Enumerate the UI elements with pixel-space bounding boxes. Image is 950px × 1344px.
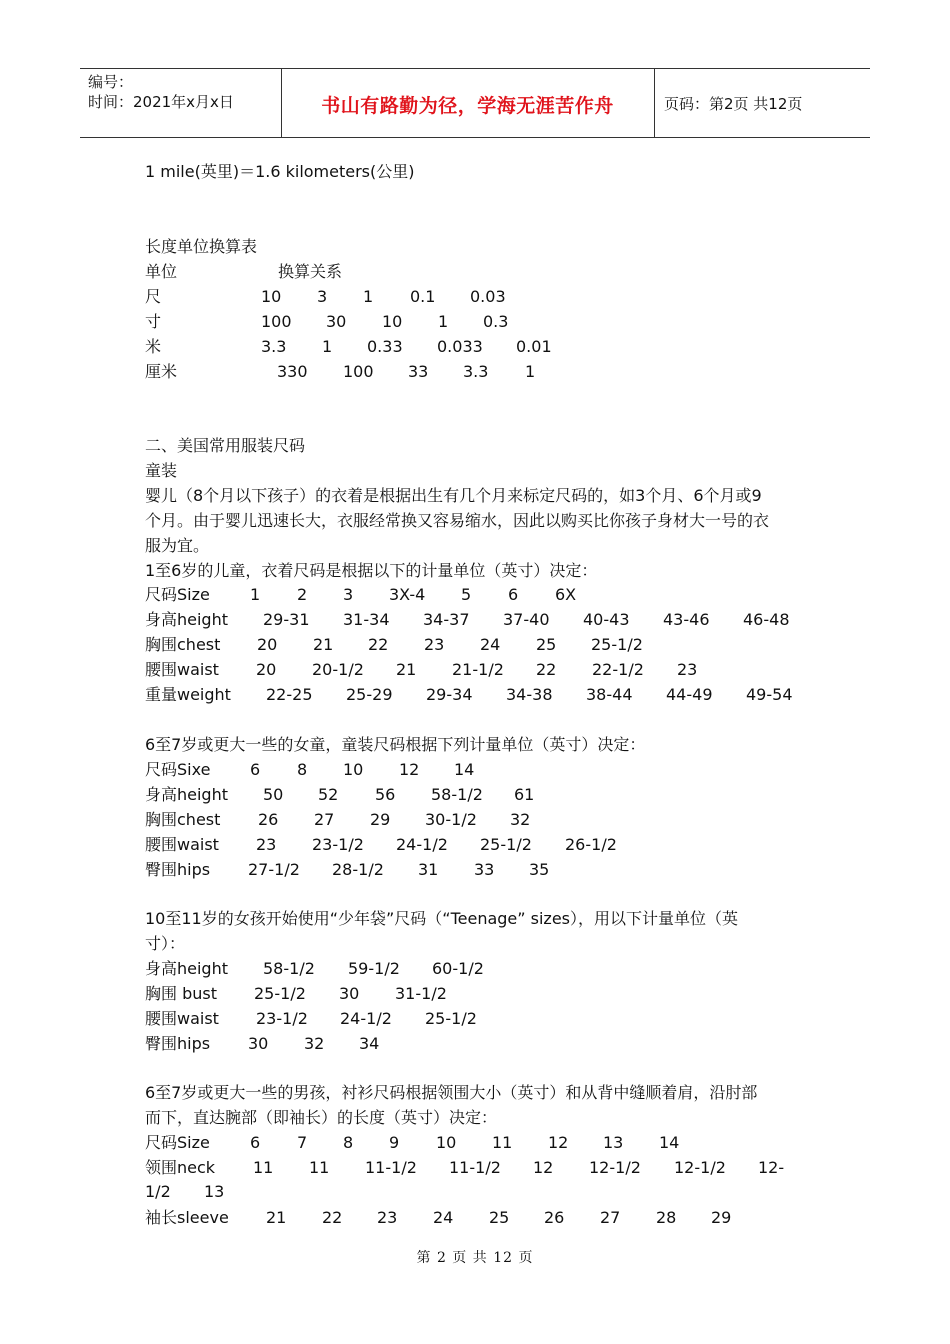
table-cell: 2	[297, 585, 308, 604]
table-cell: 50	[263, 785, 284, 804]
table-cell: 32	[510, 810, 531, 829]
header-divider	[654, 69, 655, 137]
length-table-title: 长度单位换算表	[145, 237, 258, 256]
table-cell: 10	[261, 287, 282, 306]
table-cell: 23	[256, 835, 277, 854]
table-cell: 33	[474, 860, 495, 879]
row-label: 领围neck	[145, 1158, 216, 1177]
table-cell: 100	[261, 312, 292, 331]
table-cell: 20	[257, 635, 278, 654]
document-time-label: 时间：2021年x月x日	[88, 93, 234, 111]
table-cell: 23	[677, 660, 698, 679]
paragraph-line: 6至7岁或更大一些的女童，童装尺码根据下列计量单位（英寸）决定：	[145, 735, 646, 754]
table-cell: 1	[363, 287, 374, 306]
table-cell: 29	[370, 810, 391, 829]
table-cell: 27	[600, 1208, 621, 1227]
table-cell: 12	[399, 760, 420, 779]
table-cell: 11	[253, 1158, 274, 1177]
table-cell: 28	[656, 1208, 677, 1227]
table-cell: 29	[711, 1208, 732, 1227]
table-cell: 3.3	[463, 362, 489, 381]
table-cell: 8	[297, 760, 308, 779]
paragraph-line: 1至6岁的儿童，衣着尺码是根据以下的计量单位（英寸）决定：	[145, 561, 598, 580]
table-cell: 22-25	[266, 685, 313, 704]
row-label: 米	[145, 337, 162, 356]
table-cell: 27-1/2	[248, 860, 300, 879]
row-label: 尺码Size	[145, 1133, 210, 1152]
table-cell: 1	[250, 585, 261, 604]
table-cell: 26	[258, 810, 279, 829]
table-cell: 6	[508, 585, 519, 604]
row-label: 腰围waist	[145, 660, 219, 679]
table-cell: 58-1/2	[263, 959, 315, 978]
table-cell: 6	[250, 1133, 261, 1152]
table-cell: 30	[248, 1034, 269, 1053]
table-cell: 1	[438, 312, 449, 331]
row-label: 寸	[145, 312, 162, 331]
paragraph-line: 寸）：	[145, 934, 186, 953]
table-cell: 30-1/2	[425, 810, 477, 829]
table-cell: 30	[339, 984, 360, 1003]
table-cell: 10	[343, 760, 364, 779]
table-cell: 29-34	[426, 685, 473, 704]
table-cell: 31-1/2	[395, 984, 447, 1003]
row-label: 尺码Size	[145, 585, 210, 604]
table-cell: 12-1/2	[674, 1158, 726, 1177]
table-cell: 21	[396, 660, 417, 679]
table-cell: 9	[389, 1133, 400, 1152]
row-label: 腰围waist	[145, 1009, 219, 1028]
row-label: 胸围 bust	[145, 984, 217, 1003]
table-cell: 29-31	[263, 610, 310, 629]
table-cell: 3.3	[261, 337, 287, 356]
header-motto: 书山有路勤为径，学海无涯苦作舟	[321, 95, 614, 117]
table-cell: 11	[309, 1158, 330, 1177]
table-cell: 23-1/2	[312, 835, 364, 854]
table-cell: 61	[514, 785, 535, 804]
table-cell: 34-37	[423, 610, 470, 629]
table-cell: 25-1/2	[480, 835, 532, 854]
table-cell: 21-1/2	[452, 660, 504, 679]
table-cell: 11-1/2	[449, 1158, 501, 1177]
table-cell: 52	[318, 785, 339, 804]
table-cell: 49-54	[746, 685, 793, 704]
table-cell: 23	[424, 635, 445, 654]
table-cell: 35	[529, 860, 550, 879]
mile-conversion-line: 1 mile(英里)＝1.6 kilometers(公里)	[145, 162, 415, 181]
table-cell: 0.3	[483, 312, 509, 331]
row-label: 身高height	[145, 959, 229, 978]
table-cell: 1	[322, 337, 333, 356]
table-cell: 11	[492, 1133, 513, 1152]
table-cell: 37-40	[503, 610, 550, 629]
row-label: 重量weight	[145, 685, 231, 704]
paragraph-line: 6至7岁或更大一些的男孩，衬衫尺码根据领围大小（英寸）和从背中缝顺着肩，沿肘部	[145, 1083, 758, 1102]
row-label: 身高height	[145, 785, 229, 804]
table-cell: 20	[256, 660, 277, 679]
table-cell: 31	[418, 860, 439, 879]
table-cell: 24	[480, 635, 501, 654]
table-cell: 13	[204, 1182, 225, 1201]
table-cell: 8	[343, 1133, 354, 1152]
table-cell: 20-1/2	[312, 660, 364, 679]
table-cell: 100	[343, 362, 374, 381]
row-label: 袖长sleeve	[145, 1208, 229, 1227]
table-cell: 33	[408, 362, 429, 381]
table-cell: 13	[603, 1133, 624, 1152]
table-cell: 30	[326, 312, 347, 331]
paragraph-line: 个月。由于婴儿迅速长大，衣服经常换又容易缩水，因此以购买比你孩子身材大一号的衣	[145, 511, 770, 530]
table-cell: 5	[461, 585, 472, 604]
table-cell: 6X	[555, 585, 577, 604]
table-cell: 60-1/2	[432, 959, 484, 978]
table-cell: 26-1/2	[565, 835, 617, 854]
row-label: 腰围waist	[145, 835, 219, 854]
table-cell: 7	[297, 1133, 308, 1152]
document-number-label: 编号：	[88, 73, 134, 91]
table-cell: 24-1/2	[396, 835, 448, 854]
table-cell: 1/2	[145, 1182, 171, 1201]
header-page-info: 页码：第2页 共12页	[664, 95, 803, 113]
length-table-head-unit: 单位	[145, 262, 178, 281]
page-footer: 第 2 页 共 12 页	[416, 1250, 534, 1266]
table-cell: 330	[277, 362, 308, 381]
table-cell: 14	[454, 760, 475, 779]
paragraph-line: 婴儿（8个月以下孩子）的衣着是根据出生有几个月来标定尺码的，如3个月、6个月或9	[145, 486, 762, 505]
table-cell: 32	[304, 1034, 325, 1053]
table-cell: 12-1/2	[589, 1158, 641, 1177]
table-cell: 0.1	[410, 287, 436, 306]
row-label: 胸围chest	[145, 635, 221, 654]
table-cell: 24	[433, 1208, 454, 1227]
table-cell: 25-1/2	[591, 635, 643, 654]
table-cell: 3	[317, 287, 328, 306]
row-label: 尺码Sixe	[145, 760, 211, 779]
table-cell: 46-48	[743, 610, 790, 629]
table-cell: 22	[322, 1208, 343, 1227]
table-cell: 0.33	[367, 337, 403, 356]
paragraph-line: 服为宜。	[145, 536, 210, 555]
table-cell: 12	[533, 1158, 554, 1177]
row-label: 胸围chest	[145, 810, 221, 829]
table-cell: 25-1/2	[425, 1009, 477, 1028]
table-cell: 34-38	[506, 685, 553, 704]
row-label: 臀围hips	[145, 1034, 211, 1053]
table-cell: 0.03	[470, 287, 506, 306]
table-cell: 59-1/2	[348, 959, 400, 978]
table-cell: 23-1/2	[256, 1009, 308, 1028]
table-cell: 22-1/2	[592, 660, 644, 679]
section-title: 二、美国常用服装尺码	[145, 436, 306, 455]
table-cell: 56	[375, 785, 396, 804]
table-cell: 3X-4	[389, 585, 426, 604]
table-cell: 12-	[758, 1158, 785, 1177]
table-cell: 1	[525, 362, 536, 381]
table-cell: 14	[659, 1133, 680, 1152]
table-cell: 43-46	[663, 610, 710, 629]
row-label: 尺	[145, 287, 162, 306]
table-cell: 0.033	[437, 337, 483, 356]
table-cell: 25	[536, 635, 557, 654]
header-meta	[88, 72, 278, 112]
table-cell: 21	[266, 1208, 287, 1227]
table-cell: 25-29	[346, 685, 393, 704]
paragraph-line: 而下，直达腕部（即袖长）的长度（英寸）决定：	[145, 1108, 498, 1127]
table-cell: 11-1/2	[365, 1158, 417, 1177]
row-label: 厘米	[145, 362, 178, 381]
table-cell: 22	[536, 660, 557, 679]
subsection-title: 童装	[145, 461, 178, 480]
table-cell: 27	[314, 810, 335, 829]
page-header	[80, 68, 870, 138]
row-label: 身高height	[145, 610, 229, 629]
table-cell: 38-44	[586, 685, 633, 704]
length-table-head-relation: 换算关系	[278, 262, 343, 281]
table-cell: 0.01	[516, 337, 552, 356]
table-cell: 24-1/2	[340, 1009, 392, 1028]
table-cell: 12	[548, 1133, 569, 1152]
table-cell: 25	[489, 1208, 510, 1227]
table-cell: 21	[313, 635, 334, 654]
table-cell: 34	[359, 1034, 380, 1053]
row-label: 臀围hips	[145, 860, 211, 879]
table-cell: 40-43	[583, 610, 630, 629]
table-cell: 31-34	[343, 610, 390, 629]
table-cell: 6	[250, 760, 261, 779]
table-cell: 44-49	[666, 685, 713, 704]
table-cell: 58-1/2	[431, 785, 483, 804]
table-cell: 28-1/2	[332, 860, 384, 879]
table-cell: 3	[343, 585, 354, 604]
table-cell: 10	[436, 1133, 457, 1152]
table-cell: 22	[368, 635, 389, 654]
table-cell: 10	[382, 312, 403, 331]
table-cell: 23	[377, 1208, 398, 1227]
paragraph-line: 10至11岁的女孩开始使用“少年袋”尺码（“Teenage” sizes），用以下计量单位（英	[145, 909, 739, 928]
table-cell: 26	[544, 1208, 565, 1227]
table-cell: 25-1/2	[254, 984, 306, 1003]
